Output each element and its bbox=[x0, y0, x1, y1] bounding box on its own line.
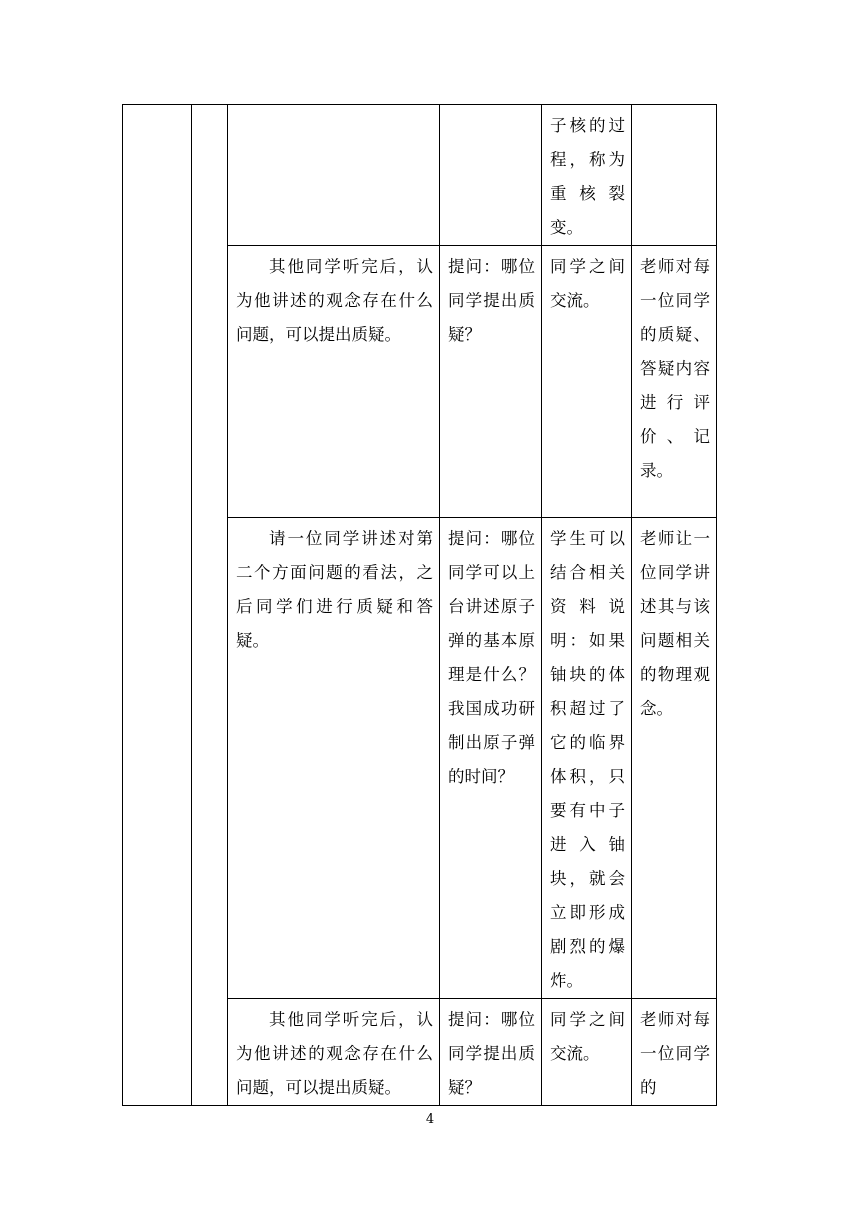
segment-cell bbox=[192, 105, 228, 1106]
concept-text: 子核的过程，称为重核裂变。 bbox=[550, 116, 625, 237]
evaluation-text: 老师对每一位同学的质疑、答疑内容进行评价、记录。 bbox=[640, 257, 710, 480]
content-text: 其他同学听完后，认为他讲述的观念存在什么问题，可以提出质疑。 bbox=[236, 1010, 433, 1097]
teacher-activity-text: 提问：哪位同学可以上台讲述原子弹的基本原理是什么？我国成功研制出原子弹的时间？ bbox=[448, 529, 535, 786]
stage-cell bbox=[123, 105, 192, 1106]
student-activity-cell bbox=[542, 999, 632, 1106]
evaluation-cell bbox=[632, 105, 717, 246]
student-activity-cell bbox=[542, 105, 632, 246]
content-text: 其他同学听完后，认为他讲述的观念存在什么问题，可以提出质疑。 bbox=[236, 257, 433, 344]
lesson-plan-table bbox=[122, 104, 717, 1106]
content-cell bbox=[228, 246, 440, 518]
student-activity-cell bbox=[542, 246, 632, 518]
teacher-activity-cell bbox=[440, 518, 542, 999]
teacher-activity-cell bbox=[440, 105, 542, 246]
student-activity-cell bbox=[542, 518, 632, 999]
content-cell bbox=[228, 999, 440, 1106]
teacher-activity-text: 提问：哪位同学提出质疑？ bbox=[448, 257, 535, 344]
student-activity-text: 同学之间交流。 bbox=[550, 1010, 625, 1063]
evaluation-cell bbox=[632, 518, 717, 999]
content-cell bbox=[228, 105, 440, 246]
evaluation-cell bbox=[632, 999, 717, 1106]
page-number: 4 bbox=[425, 1112, 435, 1127]
evaluation-cell bbox=[632, 246, 717, 518]
teacher-activity-cell bbox=[440, 246, 542, 518]
content-cell bbox=[228, 518, 440, 999]
table-row bbox=[123, 105, 717, 246]
content-text: 请一位同学讲述对第二个方面问题的看法，之后同学们进行质疑和答疑。 bbox=[236, 529, 433, 650]
student-activity-text: 学生可以结合相关资料说明：如果铀块的体积超过了它的临界体积，只要有中子进入铀块，就会立即形成剧烈的爆炸。 bbox=[550, 529, 625, 990]
evaluation-text: 老师让一位同学讲述其与该问题相关的物理观念。 bbox=[640, 529, 710, 718]
teacher-activity-cell bbox=[440, 999, 542, 1106]
teacher-activity-text: 提问：哪位同学提出质疑？ bbox=[448, 1010, 535, 1097]
student-activity-text: 同学之间交流。 bbox=[550, 257, 625, 310]
evaluation-text: 老师对每一位同学的 bbox=[640, 1010, 710, 1097]
